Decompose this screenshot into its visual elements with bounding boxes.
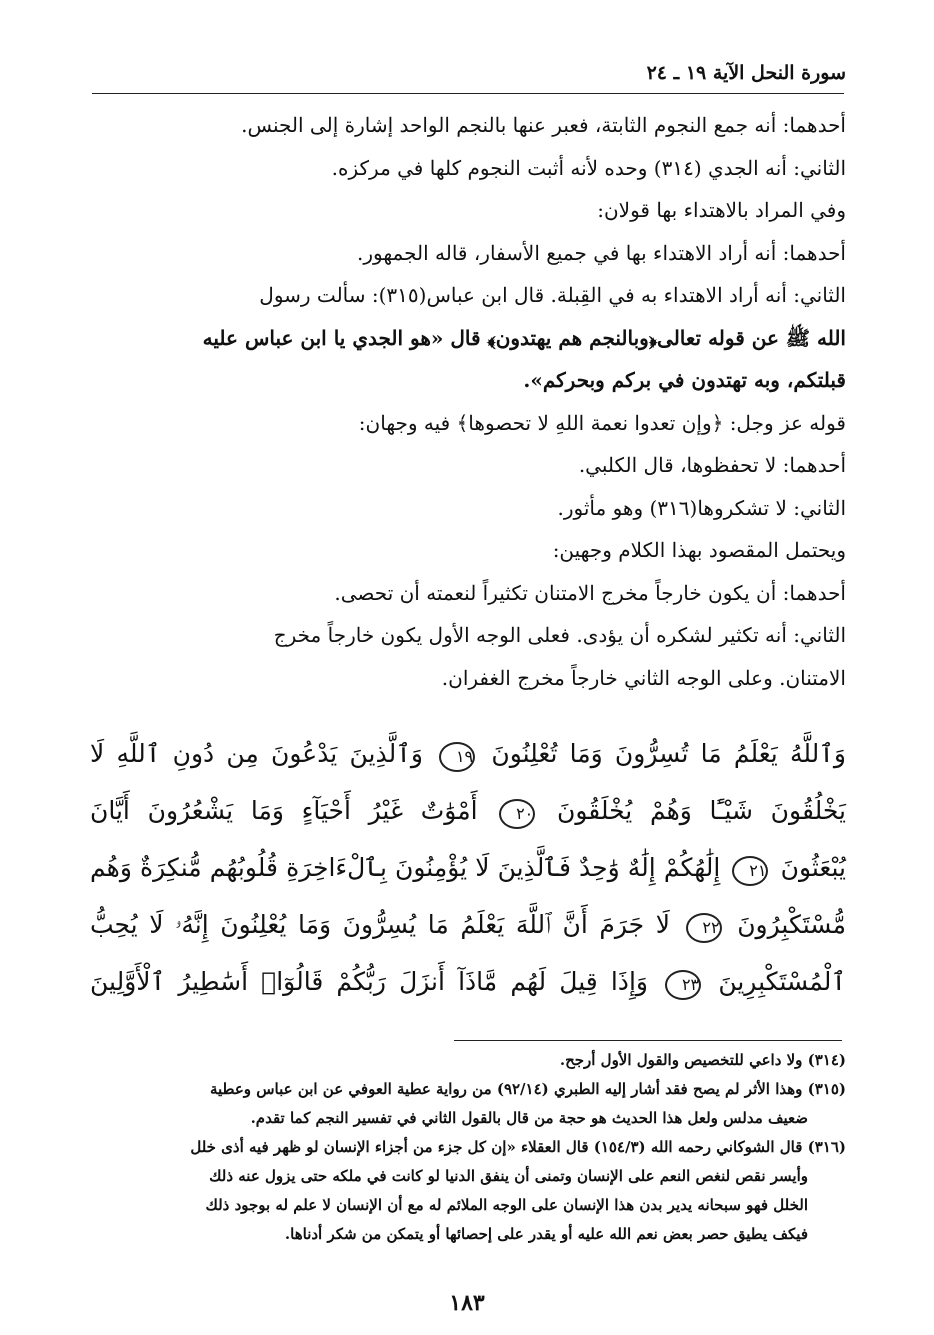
quran-line (90, 839, 846, 896)
body-line: أحدهما: أنه أراد الاهتداء بها في جميع الأسفار، قاله الجمهور. (356, 240, 846, 265)
ayah-number-marker: ٢٠ (499, 799, 535, 829)
ayah-number-marker: ١٩ (439, 742, 475, 772)
verse-text: وَإِذَا قِيلَ لَهُم مَّاذَآ أَنزَلَ رَبُّكُمْ قَالُوٓا۟ أَسَٰطِيرُ ٱلْأَوَّلِينَ (90, 967, 648, 996)
page-number: ١٨٣ (449, 1290, 485, 1316)
body-line: أحدهما: أنه جمع النجوم الثابتة، فعبر عنها بالنجم الواحد إشارة إلى الجنس. (241, 113, 846, 137)
body-line: أحدهما: أن يكون خارجاً مخرج الامتنان تكثيراً لنعمته أن تحصى. (334, 580, 846, 605)
quran-verses (90, 725, 846, 1010)
footnote-continuation: فيكف يطيق حصر بعض نعم الله عليه أو يقدر على إحصائها أو يتمكن من شكر أدناها. (284, 1225, 808, 1243)
verse-text: إِلَٰهُكُمْ إِلَٰهٌ وَٰحِدٌ فَٱلَّذِينَ لَا يُؤْمِنُونَ بِٱلْءَاخِرَةِ قُلُوبُهُم مُّنكِرَةٌ وَهُم (90, 853, 721, 882)
verse-text: وَٱلَّذِينَ يَدْعُونَ مِن دُونِ ٱللَّهِ لَا (90, 739, 423, 768)
quran-line (90, 953, 846, 1010)
footnote-separator (454, 1040, 842, 1041)
verse-text: ٱلْمُسْتَكْبِرِينَ (718, 967, 847, 996)
header-rule (92, 93, 844, 94)
body-line: الامتنان. وعلى الوجه الثاني خارجاً مخرج الغفران. (441, 665, 846, 690)
verse-text: وَٱللَّهُ يَعْلَمُ مَا تُسِرُّونَ وَمَا تُعْلِنُونَ (491, 739, 846, 768)
footnote: (٣١٥) وهذا الأثر لم يصح فقد أشار إليه الطبري (٩٢/١٤) من رواية عطية العوفي عن ابن عباس وعطية (209, 1080, 846, 1098)
body-line: الثاني: أنه الجدي (٣١٤) وحده لأنه أثبت النجوم كلها في مركزه. (331, 155, 846, 180)
footnote: (٣١٤) ولا داعي للتخصيص والقول الأول أرجح. (559, 1051, 846, 1069)
page-header-title: سورة النحل الآية ١٩ ـ ٢٤ (646, 62, 846, 84)
body-line: الله ﷺ عن قوله تعالى﴿وبالنجم هم يهتدون﴾ قال «هو الجدي يا ابن عباس عليه (202, 325, 846, 350)
quran-line (90, 896, 846, 953)
footnote-continuation: وأيسر نقص لنغص النعم على الإنسان وتمنى أن ينفق الدنيا لو كانت في ملكه حتى يزول عنه ذلك (209, 1167, 808, 1185)
body-line: الثاني: أنه أراد الاهتداء به في القِبلة. قال ابن عباس(٣١٥): سألت رسول (259, 283, 846, 307)
ayah-number-marker: ٢١ (732, 856, 768, 886)
verse-text: يَخْلُقُونَ شَيْـًٔا وَهُمْ يُخْلَقُونَ (556, 796, 846, 825)
verse-text: يُبْعَثُونَ (780, 853, 846, 882)
footnote-continuation: ضعيف مدلس ولعل هذا الحديث هو حجة من قال بالقول الثاني في تفسير النجم كما تقدم. (250, 1109, 808, 1127)
verse-text: أَمْوَٰتٌ غَيْرُ أَحْيَآءٍ وَمَا يَشْعُرُونَ أَيَّانَ (90, 796, 478, 825)
commentary-text (94, 104, 846, 699)
footnote-continuation: الخلل فهو سبحانه يدير بدن هذا الإنسان على الوجه الملائم له مع أن الإنسان لا علم له بوجود ذلك (205, 1196, 808, 1214)
body-line: قبلتكم، وبه تهتدون في بركم وبحركم». (523, 368, 846, 392)
quran-line (90, 725, 846, 782)
ayah-number-marker: ٢٣ (665, 970, 701, 1000)
quran-line (90, 782, 846, 839)
body-line: أحدهما: لا تحفظوها، قال الكلبي. (578, 453, 846, 477)
ayah-number-marker: ٢٢ (686, 913, 722, 943)
body-line: الثاني: أنه تكثير لشكره أن يؤدى. فعلى الوجه الأول يكون خارجاً مخرج (273, 623, 846, 647)
body-line: ويحتمل المقصود بهذا الكلام وجهين: (552, 538, 846, 562)
body-line: قوله عز وجل: ﴿وإن تعدوا نعمة اللهِ لا تحصوها﴾ فيه وجهان: (358, 410, 846, 435)
body-line: الثاني: لا تشكروها(٣١٦) وهو مأثور. (557, 495, 846, 520)
verse-text: لَا جَرَمَ أَنَّ ٱللَّهَ يَعْلَمُ مَا يُسِرُّونَ وَمَا يُعْلِنُونَ إِنَّهُۥ لَا يُحِبُّ (90, 910, 670, 939)
body-line: وفي المراد بالاهتداء بها قولان: (597, 198, 846, 222)
verse-text: مُّسْتَكْبِرُونَ (737, 910, 847, 939)
footnotes (92, 1046, 846, 1249)
footnote: (٣١٦) قال الشوكاني رحمه الله (١٥٤/٣) قال العقلاء «إن كل جزء من أجزاء الإنسان لو ظهر فيه أذى خلل (190, 1138, 846, 1156)
